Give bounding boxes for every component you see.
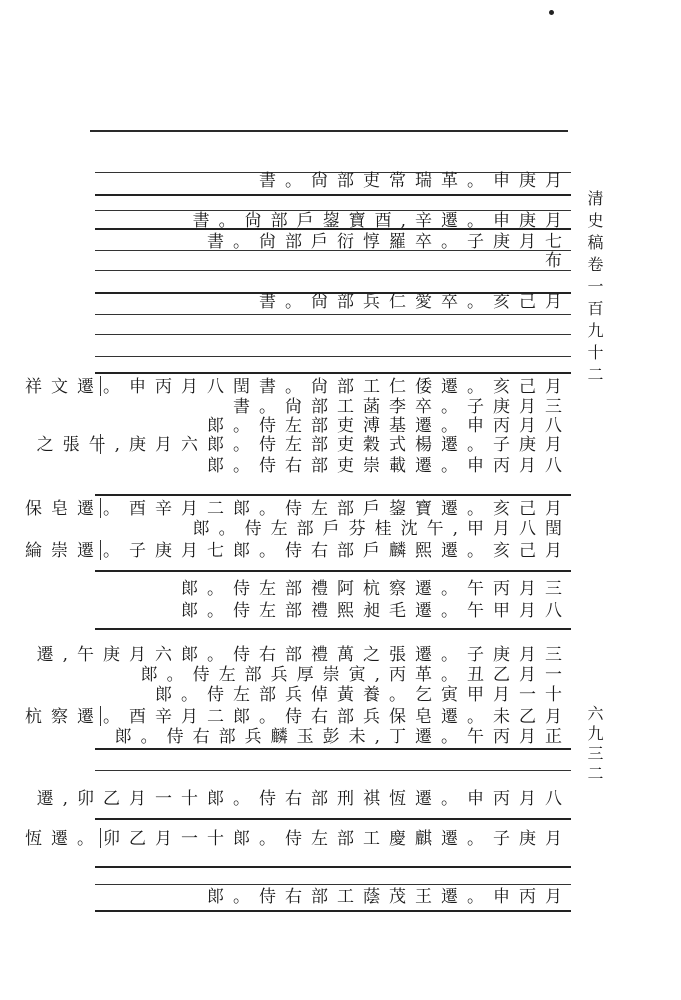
table-rule <box>95 910 571 912</box>
table-rule <box>95 866 571 868</box>
table-rule <box>95 748 571 750</box>
table-row: 杭察遷。酉辛月二郞。侍右部兵保皂遷。未乙月 <box>25 707 571 727</box>
table-row: 郞。侍右部兵麟玉彭未,丁遷。午丙月正 <box>114 727 571 747</box>
table-row: 書。尙部戶鋆寶酉,辛遷。申庚月 <box>192 211 571 231</box>
table-row: 綸崇遷。子庚月七郞。侍右部戶麟熙遷。亥己月 <box>25 541 571 561</box>
table-row: 書。尙部戶衍惇羅卒。子庚月七 <box>207 232 571 252</box>
table-rule <box>95 194 571 196</box>
table-row: 之張午,庚月六郞。侍左部吏穀式楊遷。子庚月 <box>36 435 571 455</box>
table-rule <box>95 570 571 572</box>
table-row: 書。尙部吏常瑞革。申庚月 <box>259 171 571 191</box>
table-row: 遷,午庚月六郞。侍右部禮萬之張遷。子庚月三 <box>36 645 571 665</box>
top-rule <box>90 130 568 132</box>
table-rule <box>95 818 571 820</box>
table-row: 郞。侍左部禮阿杭察遷。午丙月三 <box>181 579 571 599</box>
running-title: 清史稿卷一百九十二 <box>585 190 604 388</box>
table-row: 郞。侍左部兵厚崇寅,丙革。丑乙月一 <box>140 665 571 685</box>
table-rule <box>95 628 571 630</box>
table-row: 郞。侍左部兵倬黃養。乞寅甲月一十 <box>155 685 571 705</box>
ink-dot <box>549 10 554 15</box>
table-rule <box>95 314 571 315</box>
table-row: 郞。侍左部戶芬桂沈午,甲月八閏 <box>192 519 571 539</box>
table-row: 恆遷。卯乙月一十郞。侍左部工慶麒遷。子庚月 <box>25 829 571 849</box>
table-row: 書。尙部工菡李卒。子庚月三 <box>233 397 571 417</box>
table-rule <box>95 334 571 335</box>
table-row: 郞。侍右部吏崇載遷。申丙月八 <box>207 456 571 476</box>
table-row: 遷,卯乙月一十郞。侍右部刑祺恆遷。申丙月八 <box>36 789 571 809</box>
page-number: 六九三二 <box>585 705 604 785</box>
table-rule <box>95 372 571 374</box>
table-row: 郞。侍左部禮熙昶毛遷。午甲月八 <box>181 601 571 621</box>
table-row: 布 <box>545 251 571 271</box>
table-rule <box>95 270 571 271</box>
table-row: 郞。侍左部吏溥基遷。申丙月八 <box>207 416 571 436</box>
table-row: 書。尙部兵仁愛卒。亥己月 <box>259 292 571 312</box>
table-rule <box>95 884 571 885</box>
table-rule <box>95 770 571 771</box>
table-row: 祥文遷。申丙月八閏書。尙部工仁倭遷。亥己月 <box>25 377 571 397</box>
table-rule <box>95 494 571 496</box>
table-rule <box>95 356 571 357</box>
table-row: 郞。侍右部工蔭茂王遷。申丙月 <box>207 887 571 907</box>
table-row: 保皂遷。酉辛月二郞。侍左部戶鋆寶遷。亥己月 <box>25 499 571 519</box>
